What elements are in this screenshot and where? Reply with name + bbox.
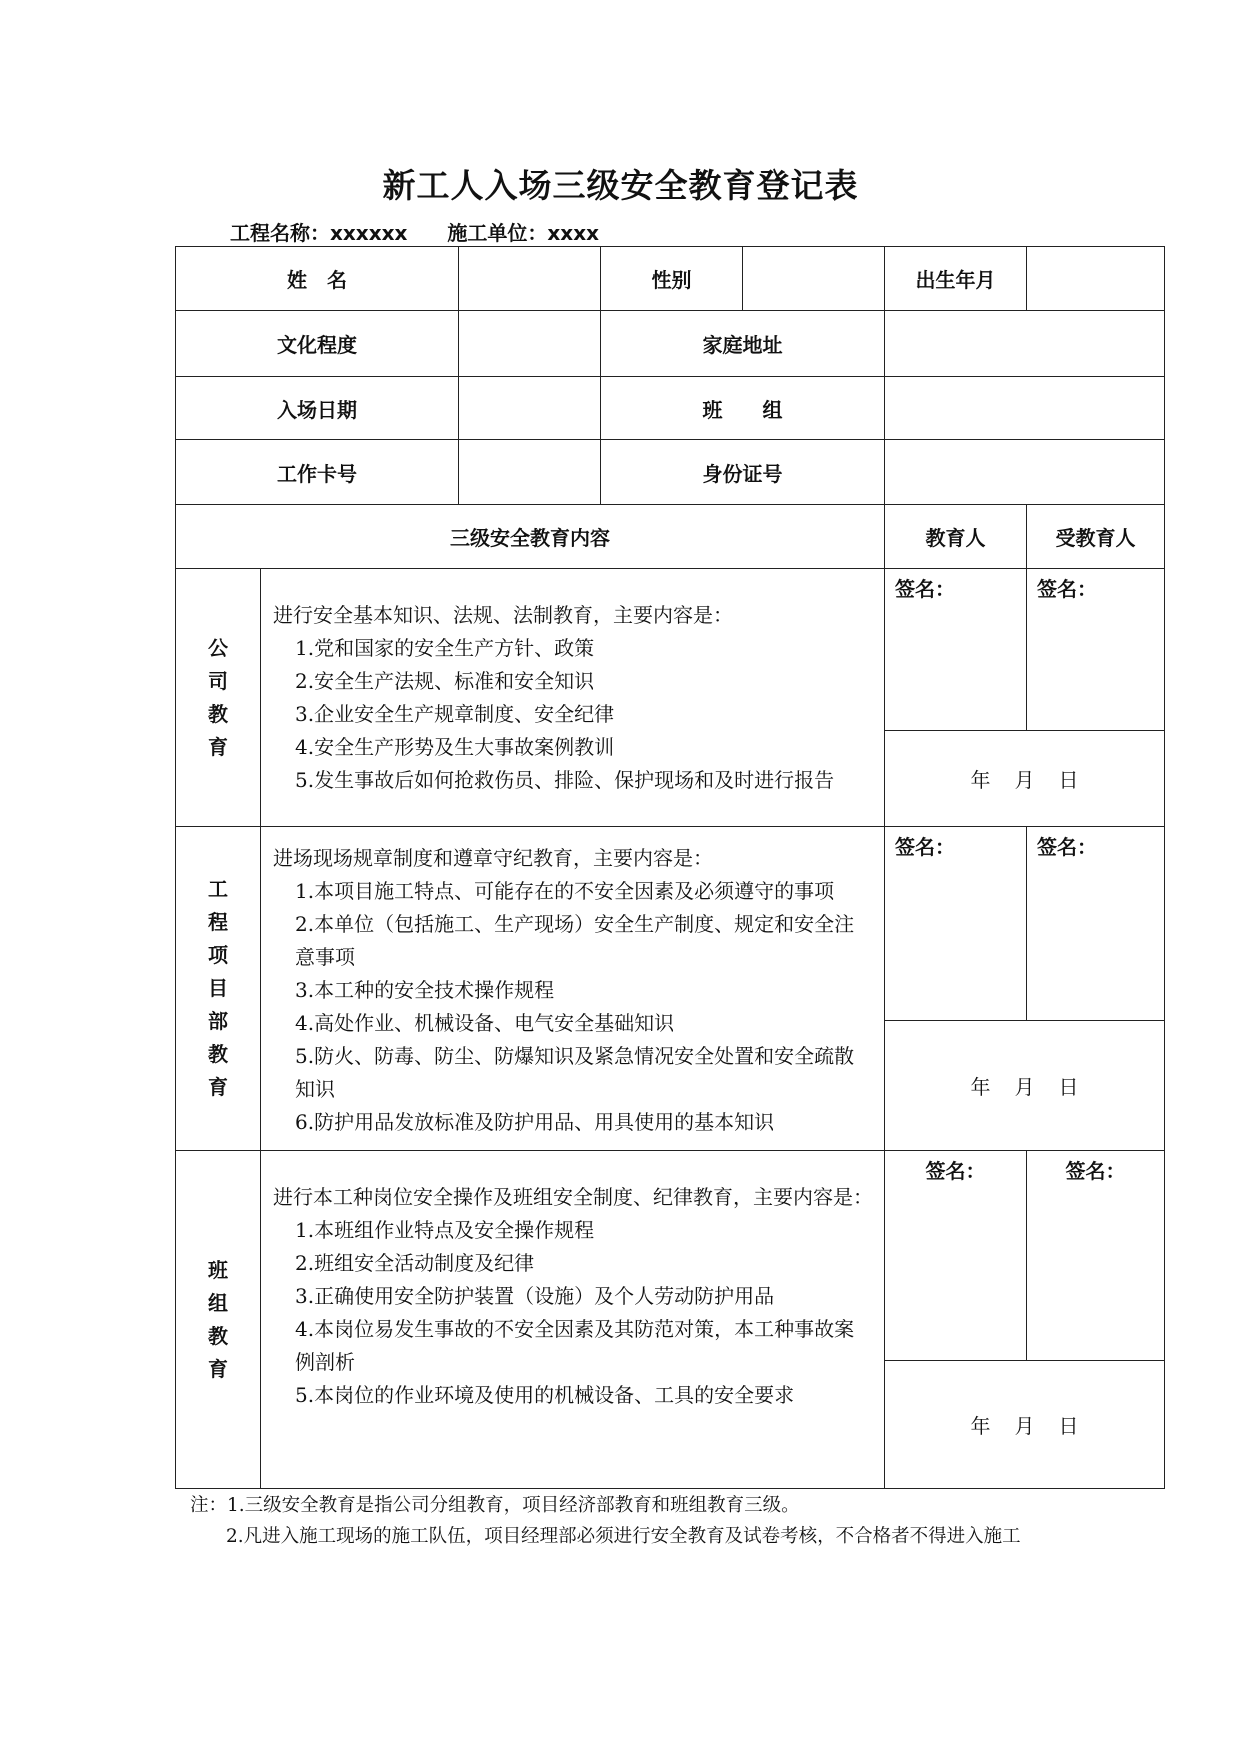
section-label-company: 公 司 教 育: [176, 569, 261, 827]
gender-label: 性别: [601, 247, 743, 311]
birth-label: 出生年月: [885, 247, 1027, 311]
entry-date-label: 入场日期: [176, 377, 459, 440]
educatee-sign-team[interactable]: 签名：: [1027, 1151, 1165, 1361]
date-project[interactable]: 年 月 日: [885, 1021, 1165, 1151]
name-label: 姓 名: [176, 247, 459, 311]
work-card-label: 工作卡号: [176, 440, 459, 505]
educator-sign-company[interactable]: 签名：: [885, 569, 1027, 731]
registration-table: [175, 246, 1165, 1489]
education-label: 文化程度: [176, 311, 459, 377]
address-label: 家庭地址: [601, 311, 885, 377]
address-value[interactable]: [885, 311, 1165, 377]
section-content-project: 进场现场规章制度和遵章守纪教育，主要内容是： 1.本项目施工特点、可能存在的不安全因素及必须遵守的事项 2.本单位（包括施工、生产现场）安全生产制度、规定和安全注意事项 3.本工种的安全技术操作规程 4.高处作业、机械设备、电气安全基础知识 5.防火、防毒、防尘、防爆知识及紧急情况安全处置和安全疏散知识 6.防护用品发放标准及防护用品、用具使用的基本知识: [261, 827, 885, 1151]
id-number-value[interactable]: [885, 440, 1165, 505]
educator-sign-project[interactable]: 签名：: [885, 827, 1027, 1021]
entry-date-value[interactable]: [459, 377, 601, 440]
educator-sign-team[interactable]: 签名：: [885, 1151, 1027, 1361]
form-title: 新工人入场三级安全教育登记表: [382, 166, 859, 205]
team-value[interactable]: [885, 377, 1165, 440]
construction-unit: 施工单位：xxxx: [447, 221, 600, 245]
section-content-company: 进行安全基本知识、法规、法制教育，主要内容是： 1.党和国家的安全生产方针、政策 2.安全生产法规、标准和安全知识 3.企业安全生产规章制度、安全纪律 4.安全生产形势及生大事故案例教训 5.发生事故后如何抢救伤员、排险、保护现场和及时进行报告: [261, 569, 885, 827]
educatee-header: 受教育人: [1027, 505, 1165, 569]
note-2: 2.凡进入施工现场的施工队伍，项目经理部必须进行安全教育及试卷考核，不合格者不得进入施工: [226, 1526, 1021, 1547]
team-label: 班 组: [601, 377, 885, 440]
educatee-sign-company[interactable]: 签名：: [1027, 569, 1165, 731]
educator-header: 教育人: [885, 505, 1027, 569]
form-meta: [230, 217, 639, 246]
footnotes: [190, 1490, 1021, 1552]
project-name: 工程名称：xxxxxx: [230, 221, 408, 245]
birth-value[interactable]: [1027, 247, 1165, 311]
education-value[interactable]: [459, 311, 601, 377]
educatee-sign-project[interactable]: 签名：: [1027, 827, 1165, 1021]
date-company[interactable]: 年 月 日: [885, 731, 1165, 827]
name-value[interactable]: [459, 247, 601, 311]
note-1: 注：1.三级安全教育是指公司分组教育，项目经济部教育和班组教育三级。: [190, 1495, 800, 1516]
content-header: 三级安全教育内容: [176, 505, 885, 569]
work-card-value[interactable]: [459, 440, 601, 505]
gender-value[interactable]: [743, 247, 885, 311]
date-team[interactable]: 年 月 日: [885, 1361, 1165, 1489]
section-label-team: 班 组 教 育: [176, 1151, 261, 1489]
section-label-project: 工 程 项 目 部 教 育: [176, 827, 261, 1151]
section-content-team: 进行本工种岗位安全操作及班组安全制度、纪律教育，主要内容是： 1.本班组作业特点及安全操作规程 2.班组安全活动制度及纪律 3.正确使用安全防护装置（设施）及个人劳动防护用品 4.本岗位易发生事故的不安全因素及其防范对策，本工种事故案例剖析 5.本岗位的作业环境及使用的机械设备、工具的安全要求: [261, 1151, 885, 1489]
id-number-label: 身份证号: [601, 440, 885, 505]
